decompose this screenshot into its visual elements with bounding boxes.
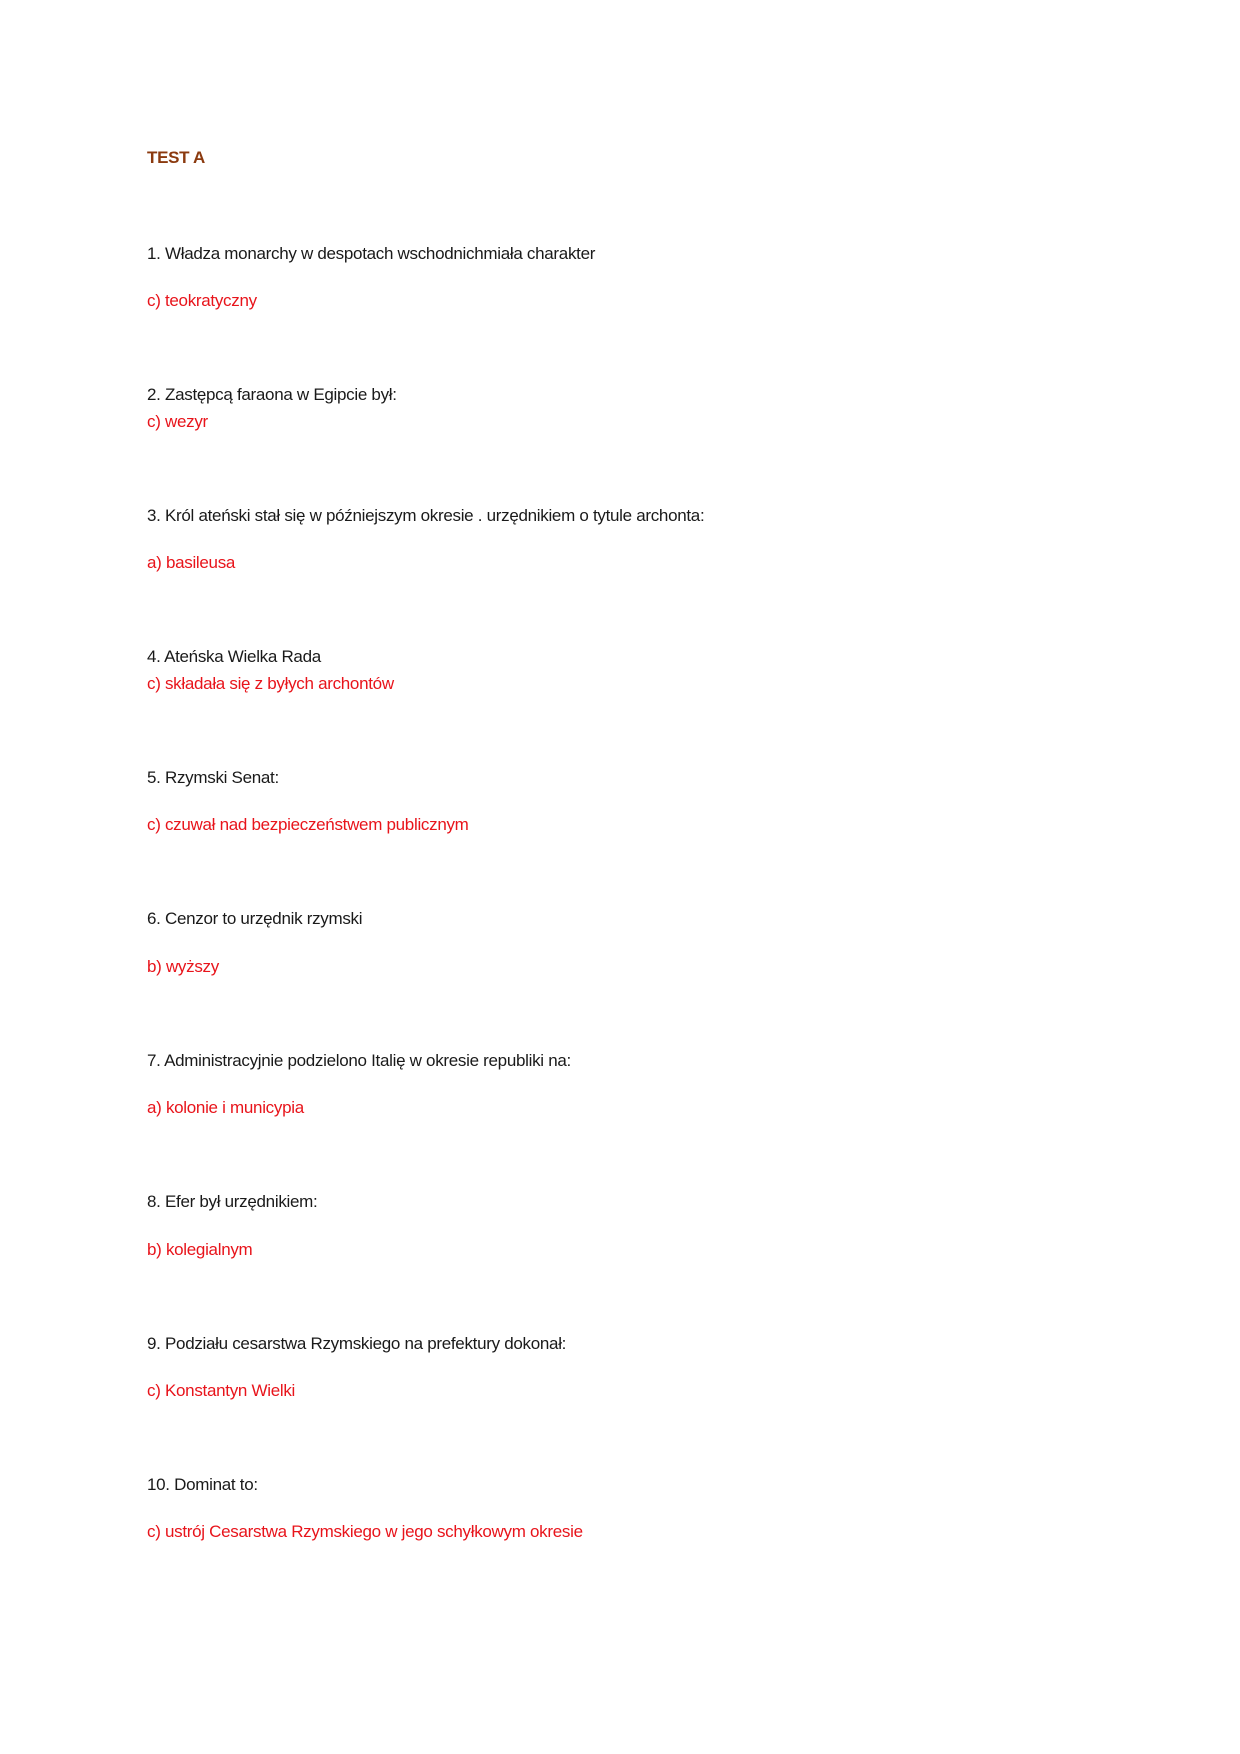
question-4: 4. Ateńska Wielka Rada	[147, 647, 321, 666]
answer-1: c) teokratyczny	[147, 291, 257, 310]
answer-10: c) ustrój Cesarstwa Rzymskiego w jego schyłkowym okresie	[147, 1522, 583, 1541]
answer-8: b) kolegialnym	[147, 1240, 253, 1259]
answer-4: c) składała się z byłych archontów	[147, 674, 394, 693]
document-title: TEST A	[147, 148, 206, 167]
question-2: 2. Zastępcą faraona w Egipcie był:	[147, 385, 397, 404]
question-10: 10. Dominat to:	[147, 1475, 258, 1494]
question-8: 8. Efer był urzędnikiem:	[147, 1192, 318, 1211]
answer-6: b) wyższy	[147, 957, 219, 976]
question-5: 5. Rzymski Senat:	[147, 768, 279, 787]
question-9: 9. Podziału cesarstwa Rzymskiego na prefektury dokonał:	[147, 1334, 567, 1353]
answer-5: c) czuwał nad bezpieczeństwem publicznym	[147, 815, 469, 834]
question-6: 6. Cenzor to urzędnik rzymski	[147, 909, 363, 928]
question-1: 1. Władza monarchy w despotach wschodnichmiała charakter	[147, 244, 596, 263]
answer-2: c) wezyr	[147, 412, 208, 431]
answer-3: a) basileusa	[147, 553, 236, 572]
question-3: 3. Król ateński stał się w późniejszym okresie . urzędnikiem o tytule archonta:	[147, 506, 705, 525]
answer-9: c) Konstantyn Wielki	[147, 1381, 295, 1400]
answer-7: a) kolonie i municypia	[147, 1098, 304, 1117]
question-7: 7. Administracyjnie podzielono Italię w okresie republiki na:	[147, 1051, 571, 1070]
